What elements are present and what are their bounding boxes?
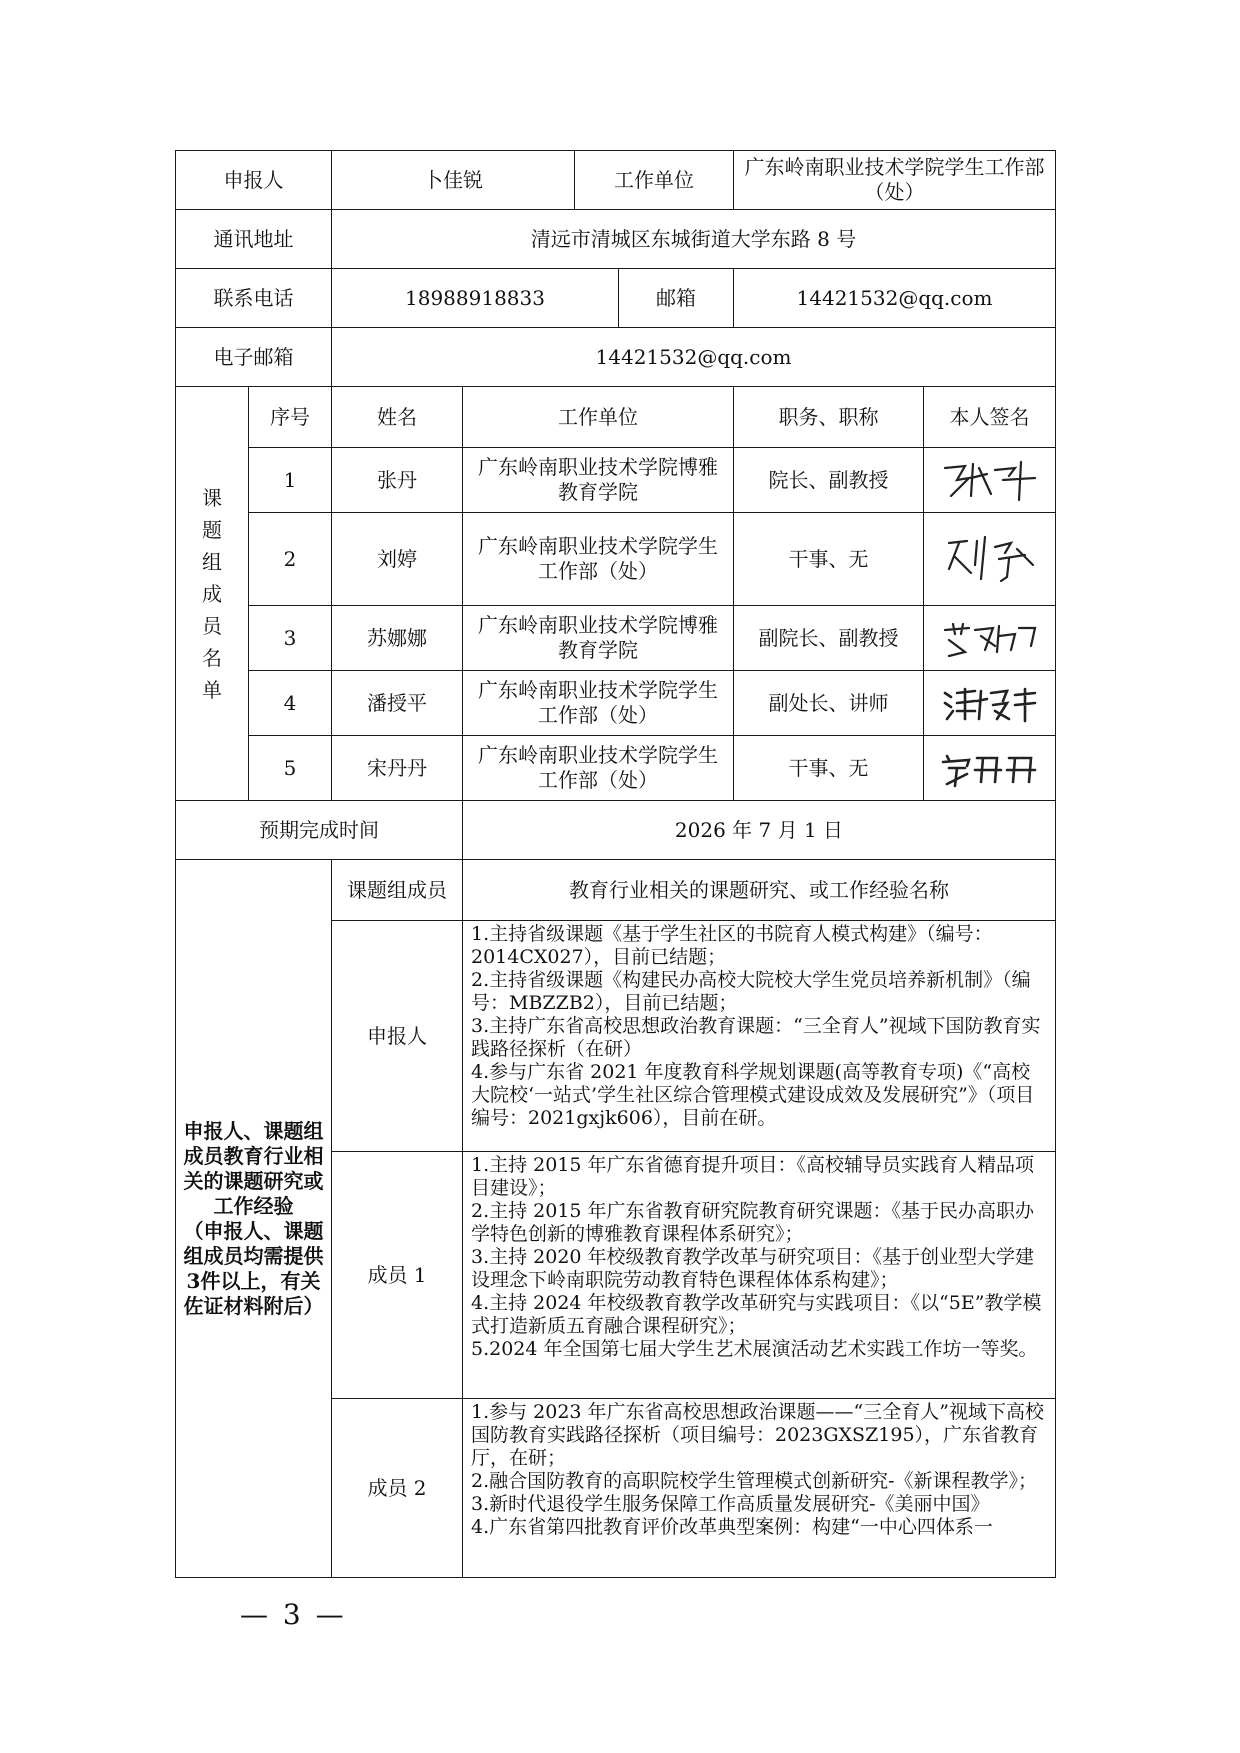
- applicant-unit: 广东岭南职业技术学院学生工作部（处）: [734, 151, 1056, 210]
- experience-item: 1.主持 2015 年广东省德育提升项目：《高校辅导员实践育人精品项目建设》；: [471, 1154, 1035, 1199]
- member-row: [176, 736, 1056, 801]
- member-unit: 广东岭南职业技术学院学生工作部（处）: [463, 671, 734, 736]
- application-form-table: [175, 150, 1056, 1578]
- header-unit: 工作单位: [463, 387, 734, 448]
- phone-value: 18988918833: [332, 269, 619, 328]
- address-value: 清远市清城区东城街道大学东路 8 号: [332, 210, 1056, 269]
- completion-row: [176, 801, 1056, 860]
- address-row: [176, 210, 1056, 269]
- member-no: 4: [249, 671, 332, 736]
- member-signature: [924, 736, 1056, 801]
- phone-row: [176, 269, 1056, 328]
- experience-item: 1.主持省级课题《基于学生社区的书院育人模式构建》（编号：2014CX027），目前已结题；: [471, 923, 993, 968]
- email-row: [176, 328, 1056, 387]
- experience-text: [463, 1152, 1056, 1399]
- experience-member-header: 课题组成员: [332, 860, 463, 921]
- experience-text: [463, 1399, 1056, 1578]
- member-name: 苏娜娜: [332, 606, 463, 671]
- phone-label: 联系电话: [176, 269, 332, 328]
- experience-side-label: 申报人、课题组 成员教育行业相 关的课题研究或 工作经验 （申报人、课题 组成员均需提供 3件以上，有关 佐证材料附后）: [176, 860, 332, 1578]
- member-row: [176, 606, 1056, 671]
- experience-item: 3.主持 2020 年校级教育教学改革与研究项目：《基于创业型大学建设理念下岭南职院劳动教育特色课程体体系构建》；: [471, 1246, 1035, 1291]
- members-side-label: 课 题 组 成 员 名 单: [176, 387, 249, 801]
- member-signature: [924, 448, 1056, 513]
- member-row: [176, 513, 1056, 606]
- handwritten-signature-3: [935, 616, 1045, 660]
- page-number: — 3 —: [240, 1598, 347, 1631]
- member-signature: [924, 606, 1056, 671]
- unit-label: 工作单位: [575, 151, 734, 210]
- completion-value: 2026 年 7 月 1 日: [463, 801, 1056, 860]
- members-header-row: [176, 387, 1056, 448]
- experience-item: 4.参与广东省 2021 年度教育科学规划课题(高等教育专项)《“高校大院校‘一站式’学生社区综合管理模式建设成效及发展研究”》（项目编号：2021gxjk606），目前在研。: [471, 1061, 1035, 1129]
- applicant-label: 申报人: [176, 151, 332, 210]
- experience-who: 申报人: [332, 921, 463, 1152]
- completion-label: 预期完成时间: [176, 801, 463, 860]
- member-signature: [924, 671, 1056, 736]
- experience-item: 2.主持 2015 年广东省教育研究院教育研究课题：《基于民办高职办学特色创新的博雅教育课程体系研究》；: [471, 1200, 1035, 1245]
- experience-item: 2.主持省级课题《构建民办高校大院校大学生党员培养新机制》（编号：MBZZB2），目前已结题；: [471, 969, 1031, 1014]
- handwritten-signature-4: [935, 681, 1045, 725]
- member-name: 张丹: [332, 448, 463, 513]
- mailbox-value: 14421532@qq.com: [734, 269, 1056, 328]
- member-title: 干事、无: [734, 736, 924, 801]
- member-no: 5: [249, 736, 332, 801]
- experience-who: 成员 1: [332, 1152, 463, 1399]
- member-title: 副院长、副教授: [734, 606, 924, 671]
- member-title: 副处长、讲师: [734, 671, 924, 736]
- member-unit: 广东岭南职业技术学院博雅教育学院: [463, 448, 734, 513]
- experience-item: 1.参与 2023 年广东省高校思想政治课题——“三全育人”视域下高校国防教育实践路径探析（项目编号：2023GXSZ195），广东省教育厅，在研；: [471, 1401, 1044, 1469]
- experience-who: 成员 2: [332, 1399, 463, 1578]
- member-no: 2: [249, 513, 332, 606]
- experience-item: 4.广东省第四批教育评价改革典型案例：构建“一中心四体系一: [471, 1516, 993, 1538]
- experience-item: 3.主持广东省高校思想政治教育课题：“三全育人”视域下国防教育实践路径探析（在研）: [471, 1015, 1041, 1060]
- header-title: 职务、职称: [734, 387, 924, 448]
- header-no: 序号: [249, 387, 332, 448]
- member-no: 1: [249, 448, 332, 513]
- member-row: [176, 671, 1056, 736]
- mailbox-label: 邮箱: [619, 269, 734, 328]
- header-signature: 本人签名: [924, 387, 1056, 448]
- member-title: 干事、无: [734, 513, 924, 606]
- experience-text: [463, 921, 1056, 1152]
- member-unit: 广东岭南职业技术学院博雅教育学院: [463, 606, 734, 671]
- member-title: 院长、副教授: [734, 448, 924, 513]
- member-name: 宋丹丹: [332, 736, 463, 801]
- member-no: 3: [249, 606, 332, 671]
- member-signature: [924, 513, 1056, 606]
- email-value: 14421532@qq.com: [332, 328, 1056, 387]
- member-name: 刘婷: [332, 513, 463, 606]
- member-unit: 广东岭南职业技术学院学生工作部（处）: [463, 736, 734, 801]
- member-row: [176, 448, 1056, 513]
- experience-item: 3.新时代退役学生服务保障工作高质量发展研究-《美丽中国》: [471, 1493, 990, 1515]
- handwritten-signature-1: [935, 456, 1045, 504]
- header-name: 姓名: [332, 387, 463, 448]
- email-label: 电子邮箱: [176, 328, 332, 387]
- member-name: 潘授平: [332, 671, 463, 736]
- member-unit: 广东岭南职业技术学院学生工作部（处）: [463, 513, 734, 606]
- experience-item: 5.2024 年全国第七届大学生艺术展演活动艺术实践工作坊一等奖。: [471, 1338, 1038, 1360]
- experience-content-header: 教育行业相关的课题研究、或工作经验名称: [463, 860, 1056, 921]
- experience-item: 4.主持 2024 年校级教育教学改革研究与实践项目：《以“5E”教学模式打造新质五育融合课程研究》；: [471, 1292, 1042, 1337]
- applicant-row: [176, 151, 1056, 210]
- experience-header-row: [176, 860, 1056, 921]
- address-label: 通讯地址: [176, 210, 332, 269]
- handwritten-signature-5: [935, 746, 1045, 790]
- applicant-name: 卜佳锐: [332, 151, 575, 210]
- handwritten-signature-2: [935, 529, 1045, 589]
- experience-item: 2.融合国防教育的高职院校学生管理模式创新研究-《新课程教学》；: [471, 1470, 1038, 1492]
